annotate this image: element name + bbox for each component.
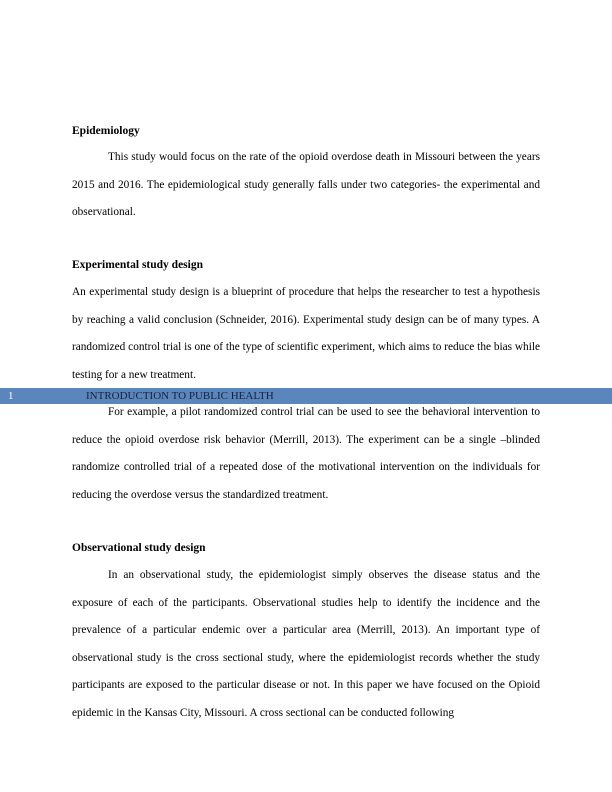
heading-epidemiology: Epidemiology — [72, 125, 140, 137]
heading-experimental-study-design: Experimental study design — [72, 259, 203, 271]
heading-observational-study-design: Observational study design — [72, 542, 206, 554]
paragraph-experimental-example: For example, a pilot randomized control trial can be used to see the behavioral intervention to reduce the opioid overdose risk behavior (Merrill, 2013). The experiment can be a single –blinded randomize controlled trial of a repeated dose of the motivational intervention on the individuals for reducing the overdose versus the standardized treatment. — [72, 406, 540, 501]
paragraph-experimental-definition: An experimental study design is a blueprint of procedure that helps the researcher to test a hypothesis by reaching a valid conclusion (Schneider, 2016). Experimental study design can be of many types. A randomized control trial is one of the type of scientific experiment, which aims to reduce the bias while testing for a new treatment. — [72, 286, 540, 381]
paragraph-observational-study: In an observational study, the epidemiologist simply observes the disease status and the exposure of each of the participants. Observational studies help to identify the incidence and the prevalence of a particular endemic over a particular area (Merrill, 2013). An important type of observational study is the cross sectional study, where the epidemiologist records whether the study participants are exposed to the particular disease or not. In this paper we have focused on the Opioid epidemic in the Kansas City, Missouri. A cross sectional can be conducted following — [72, 569, 540, 719]
paragraph-epidemiology-intro: This study would focus on the rate of the opioid overdose death in Missouri between the years 2015 and 2016. The epidemiological study generally falls under two categories- the experimental and observational. — [72, 151, 540, 219]
page-number: 1 — [8, 390, 14, 402]
running-head: INTRODUCTION TO PUBLIC HEALTH — [86, 390, 274, 402]
